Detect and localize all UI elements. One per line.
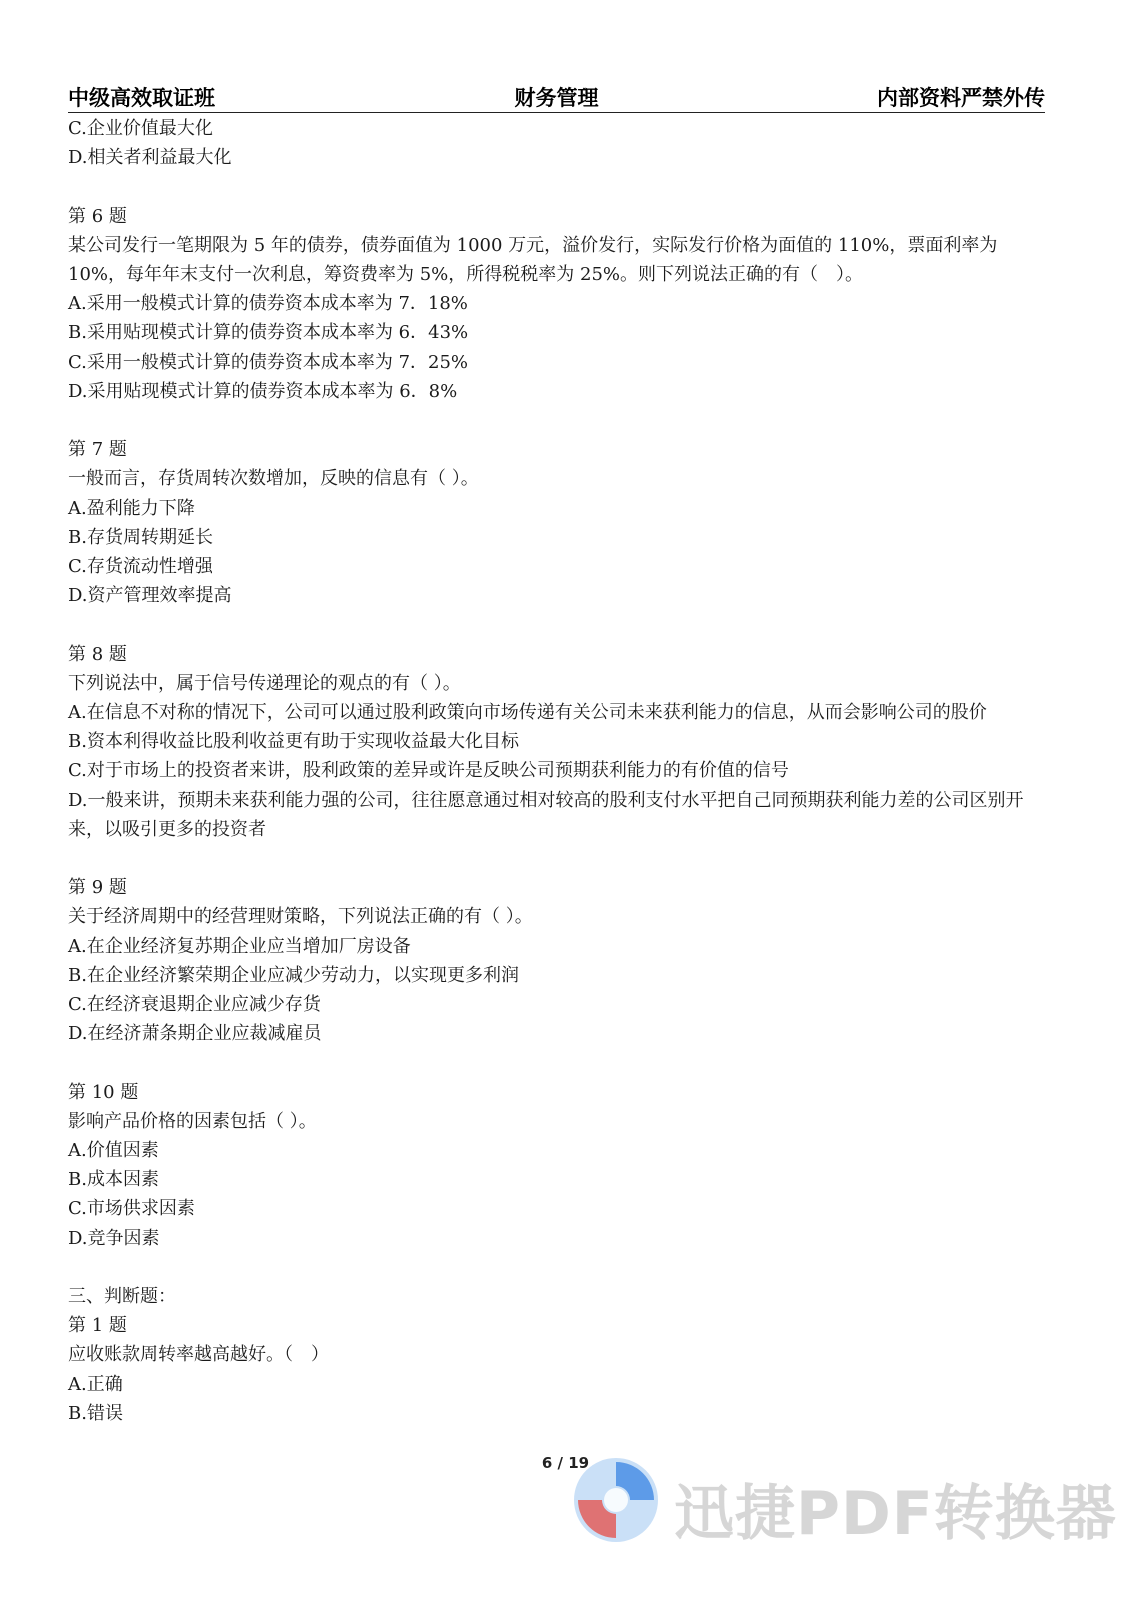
question-stem: 应收账款周转率越高越好。（ ） (68, 1344, 329, 1366)
option-text: B.采用贴现模式计算的债券资本成本率为 6．43% (68, 322, 469, 344)
question-title: 第 1 题 (68, 1315, 127, 1337)
question-title: 第 10 题 (68, 1081, 139, 1103)
option-text: D.一般来讲，预期未来获利能力强的公司，往往愿意通过相对较高的股利支付水平把自己同预期获利能力差的公司区别开来，以吸引更多的投资者 (68, 789, 1024, 840)
option-text: D.采用贴现模式计算的债券资本成本率为 6．8% (68, 380, 458, 402)
question-title: 第 6 题 (68, 205, 127, 227)
option-text: D.在经济萧条期企业应裁减雇员 (68, 1023, 322, 1045)
question-stem: 影响产品价格的因素包括（ ）。 (68, 1110, 317, 1132)
option-text: D.竞争因素 (68, 1227, 160, 1249)
pdf-converter-logo-icon (570, 1454, 662, 1546)
option-text: C.存货流动性增强 (68, 556, 213, 578)
question-title: 第 9 题 (68, 877, 127, 899)
option-text: B.在企业经济繁荣期企业应减少劳动力，以实现更多利润 (68, 964, 519, 986)
option-text: A.采用一般模式计算的债券资本成本率为 7．18% (68, 293, 468, 315)
option-text: C.企业价值最大化 (68, 118, 213, 139)
option-text: C.采用一般模式计算的债券资本成本率为 7．25% (68, 351, 469, 373)
page-content (68, 114, 1048, 1428)
option-text: C.在经济衰退期企业应减少存货 (68, 994, 321, 1016)
option-text: C.市场供求因素 (68, 1198, 195, 1220)
option-text: A.在信息不对称的情况下，公司可以通过股利政策向市场传递有关公司未来获利能力的信息，从而会影响公司的股价 (68, 702, 987, 724)
option-text: A.正确 (68, 1373, 123, 1395)
question-stem: 下列说法中，属于信号传递理论的观点的有（ ）。 (68, 672, 461, 694)
option-text: B.资本利得收益比股利收益更有助于实现收益最大化目标 (68, 731, 519, 753)
question-stem: 关于经济周期中的经营理财策略，下列说法正确的有（ ）。 (68, 906, 533, 928)
watermark-text: 迅捷PDF转换器 (674, 1479, 1117, 1549)
option-text: B.存货周转期延长 (68, 526, 213, 548)
question-title: 第 8 题 (68, 643, 127, 665)
section-heading: 三、判断题： (68, 1286, 176, 1308)
option-text: B.错误 (68, 1402, 123, 1424)
watermark (570, 1452, 1117, 1550)
page-header (68, 82, 1045, 113)
header-confidential-note: 内部资料严禁外传 (877, 86, 1045, 110)
option-text: A.盈利能力下降 (68, 497, 195, 519)
question-title: 第 7 题 (68, 439, 127, 461)
header-course-title: 中级高效取证班 (68, 86, 215, 110)
question-stem: 某公司发行一笔期限为 5 年的债券，债券面值为 1000 万元，溢价发行，实际发行价格为面值的 110%，票面利率为 10%，每年年末支付一次利息，筹资费率为 5%，所得税税率为 25%。则下列说法正确的有（ ）。 (68, 234, 998, 285)
option-text: B.成本因素 (68, 1169, 159, 1191)
option-text: A.价值因素 (68, 1140, 159, 1162)
option-text: A.在企业经济复苏期企业应当增加厂房设备 (68, 935, 411, 957)
header-subject: 财务管理 (514, 86, 599, 110)
option-text: D.相关者利益最大化 (68, 147, 232, 169)
option-text: D.资产管理效率提高 (68, 585, 232, 607)
question-stem: 一般而言，存货周转次数增加，反映的信息有（ ）。 (68, 468, 479, 490)
page-number: 6 / 19 (541, 1454, 590, 1472)
option-text: C.对于市场上的投资者来讲，股利政策的差异或许是反映公司预期获利能力的有价值的信号 (68, 760, 789, 782)
